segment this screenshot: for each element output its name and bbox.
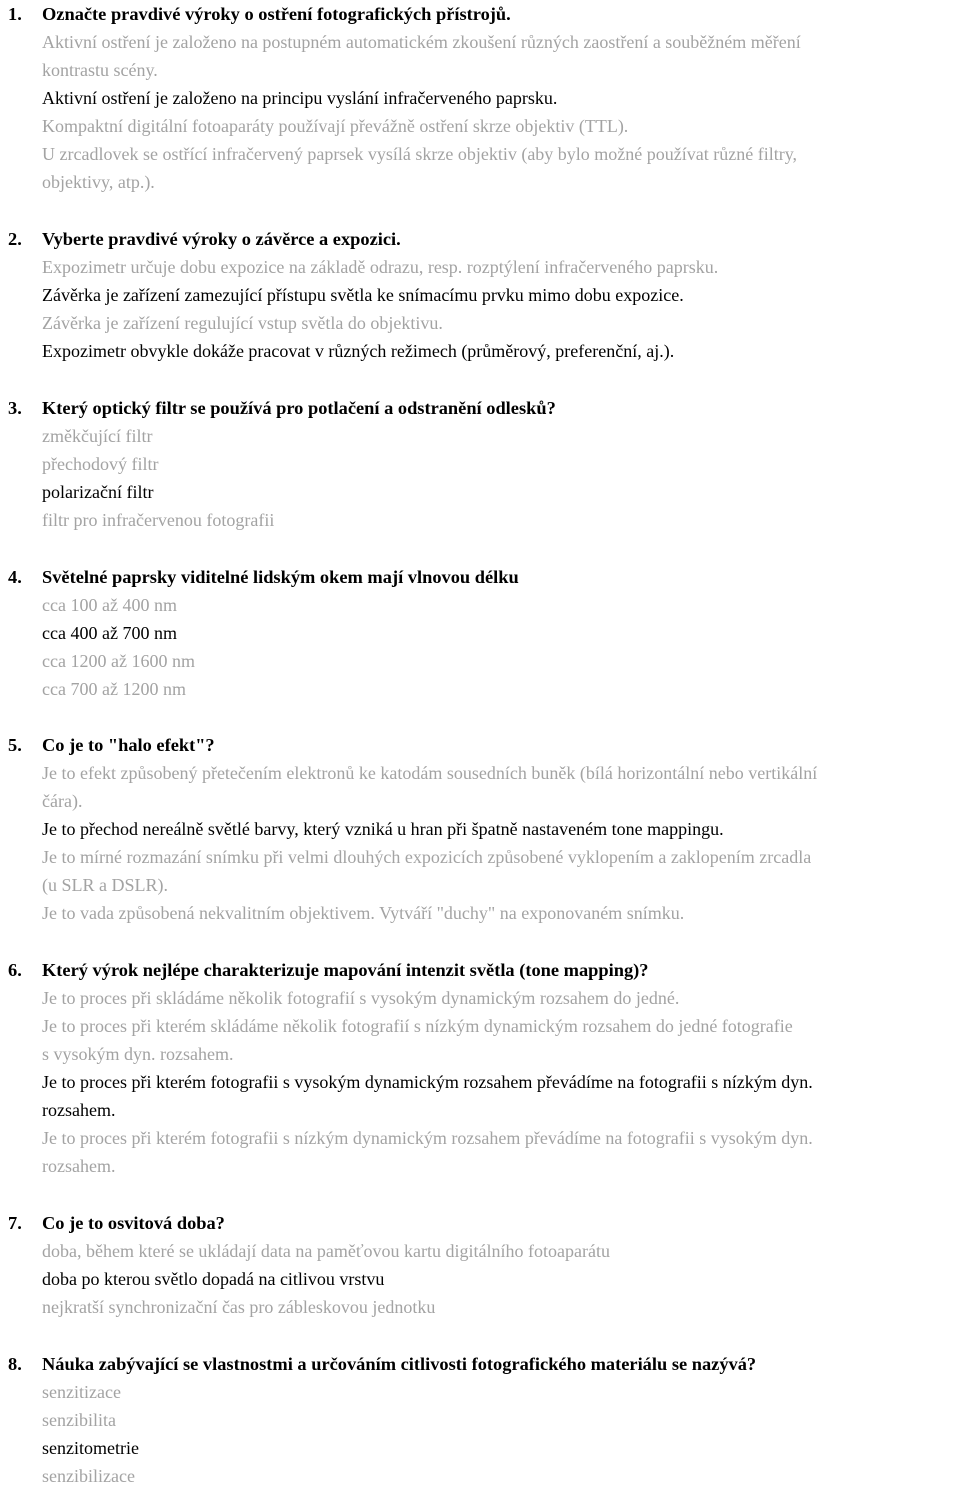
- answer-option: cca 1200 až 1600 nm: [42, 651, 195, 671]
- question-text: Náuka zabývající se vlastnostmi a určováním citlivosti fotografického materiálu se nazývá?: [42, 1354, 757, 1374]
- answer-list: [42, 422, 960, 534]
- question-number: 1.: [8, 4, 22, 24]
- question-7: [0, 1209, 960, 1321]
- answer-list: [42, 1378, 960, 1490]
- question-number: 2.: [8, 229, 22, 249]
- question-text: Co je to osvitová doba?: [42, 1213, 225, 1233]
- answer-option: senzibilizace: [42, 1466, 135, 1486]
- answer-option-correct: Aktivní ostření je založeno na principu vyslání infračerveného paprsku.: [42, 88, 558, 108]
- question-8: [0, 1350, 960, 1490]
- question-heading: [0, 0, 960, 28]
- question-text: Co je to "halo efekt"?: [42, 735, 215, 755]
- answer-option-correct: Je to proces při kterém fotografii s vysokým dynamickým rozsahem převádíme na fotografii s nízkým dyn. rozsahem.: [42, 1072, 813, 1120]
- question-number: 3.: [8, 398, 22, 418]
- question-5: [0, 731, 960, 927]
- question-text: Označte pravdivé výroky o ostření fotografických přístrojů.: [42, 4, 511, 24]
- question-3: [0, 394, 960, 534]
- answer-list: [42, 759, 960, 927]
- answer-option: Je to proces při kterém fotografii s nízkým dynamickým rozsahem převádíme na fotografii s vysokým dyn. rozsahem.: [42, 1128, 813, 1176]
- question-number: 4.: [8, 567, 22, 587]
- answer-option-correct: Závěrka je zařízení zamezující přístupu světla ke snímacímu prvku mimo dobu expozice.: [42, 285, 684, 305]
- question-1: [0, 0, 960, 196]
- answer-list: [42, 591, 960, 703]
- answer-option: U zrcadlovek se ostřící infračervený paprsek vysílá skrze objektiv (aby bylo možné používat různé filtry, objektivy, atp.).: [42, 144, 798, 192]
- question-4: [0, 563, 960, 703]
- answer-option: cca 100 až 400 nm: [42, 595, 177, 615]
- answer-option: Závěrka je zařízení regulující vstup světla do objektivu.: [42, 313, 443, 333]
- question-number: 8.: [8, 1354, 22, 1374]
- answer-option: Kompaktní digitální fotoaparáty používají převážně ostření skrze objektiv (TTL).: [42, 116, 629, 136]
- answer-option: Je to mírné rozmazání snímku při velmi dlouhých expozicích způsobené vyklopením a zaklopením zrcadla (u SLR a DSLR).: [42, 847, 812, 895]
- question-number: 6.: [8, 960, 22, 980]
- answer-option-correct: doba po kterou světlo dopadá na citlivou vrstvu: [42, 1269, 385, 1289]
- question-heading: [0, 1350, 960, 1378]
- answer-option: nejkratší synchronizační čas pro zábleskovou jednotku: [42, 1297, 436, 1317]
- answer-list: [42, 28, 960, 196]
- question-2: [0, 225, 960, 365]
- answer-option-correct: polarizační filtr: [42, 482, 154, 502]
- answer-option-correct: Je to přechod nereálně světlé barvy, který vzniká u hran při špatně nastaveném tone mappingu.: [42, 819, 724, 839]
- question-heading: [0, 394, 960, 422]
- question-text: Vyberte pravdivé výroky o závěrce a expozici.: [42, 229, 401, 249]
- answer-option: Je to proces při skládáme několik fotografií s vysokým dynamickým rozsahem do jedné.: [42, 988, 680, 1008]
- answer-option: senzitizace: [42, 1382, 121, 1402]
- answer-option: Je to vada způsobená nekvalitním objektivem. Vytváří "duchy" na exponovaném snímku.: [42, 903, 685, 923]
- answer-option: cca 700 až 1200 nm: [42, 679, 186, 699]
- question-heading: [0, 563, 960, 591]
- answer-list: [42, 1237, 960, 1321]
- answer-list: [42, 253, 960, 365]
- answer-option-correct: Expozimetr obvykle dokáže pracovat v různých režimech (průměrový, preferenční, aj.).: [42, 341, 675, 361]
- question-text: Který optický filtr se používá pro potlačení a odstranění odlesků?: [42, 398, 556, 418]
- answer-option: filtr pro infračervenou fotografii: [42, 510, 275, 530]
- answer-option: Aktivní ostření je založeno na postupném automatickém zkoušení různých zaostření a souběžném měření kontrastu scény.: [42, 32, 801, 80]
- answer-list: [42, 984, 960, 1180]
- answer-option-correct: senzitometrie: [42, 1438, 139, 1458]
- question-heading: [0, 956, 960, 984]
- answer-option: Je to efekt způsobený přetečením elektronů ke katodám sousedních buněk (bílá horizontální nebo vertikální čára).: [42, 763, 818, 811]
- question-text: Který výrok nejlépe charakterizuje mapování intenzit světla (tone mapping)?: [42, 960, 649, 980]
- answer-option-correct: cca 400 až 700 nm: [42, 623, 177, 643]
- question-number: 7.: [8, 1213, 22, 1233]
- question-heading: [0, 1209, 960, 1237]
- question-text: Světelné paprsky viditelné lidským okem mají vlnovou délku: [42, 567, 519, 587]
- answer-option: přechodový filtr: [42, 454, 159, 474]
- answer-option: změkčující filtr: [42, 426, 153, 446]
- question-number: 5.: [8, 735, 22, 755]
- answer-option: doba, během které se ukládají data na paměťovou kartu digitálního fotoaparátu: [42, 1241, 610, 1261]
- answer-option: senzibilita: [42, 1410, 116, 1430]
- answer-option: Expozimetr určuje dobu expozice na základě odrazu, resp. rozptýlení infračerveného paprsku.: [42, 257, 719, 277]
- question-heading: [0, 225, 960, 253]
- question-heading: [0, 731, 960, 759]
- question-6: [0, 956, 960, 1180]
- answer-option: Je to proces při kterém skládáme několik fotografií s nízkým dynamickým rozsahem do jedné fotografie s vysokým dyn. rozsahem.: [42, 1016, 793, 1064]
